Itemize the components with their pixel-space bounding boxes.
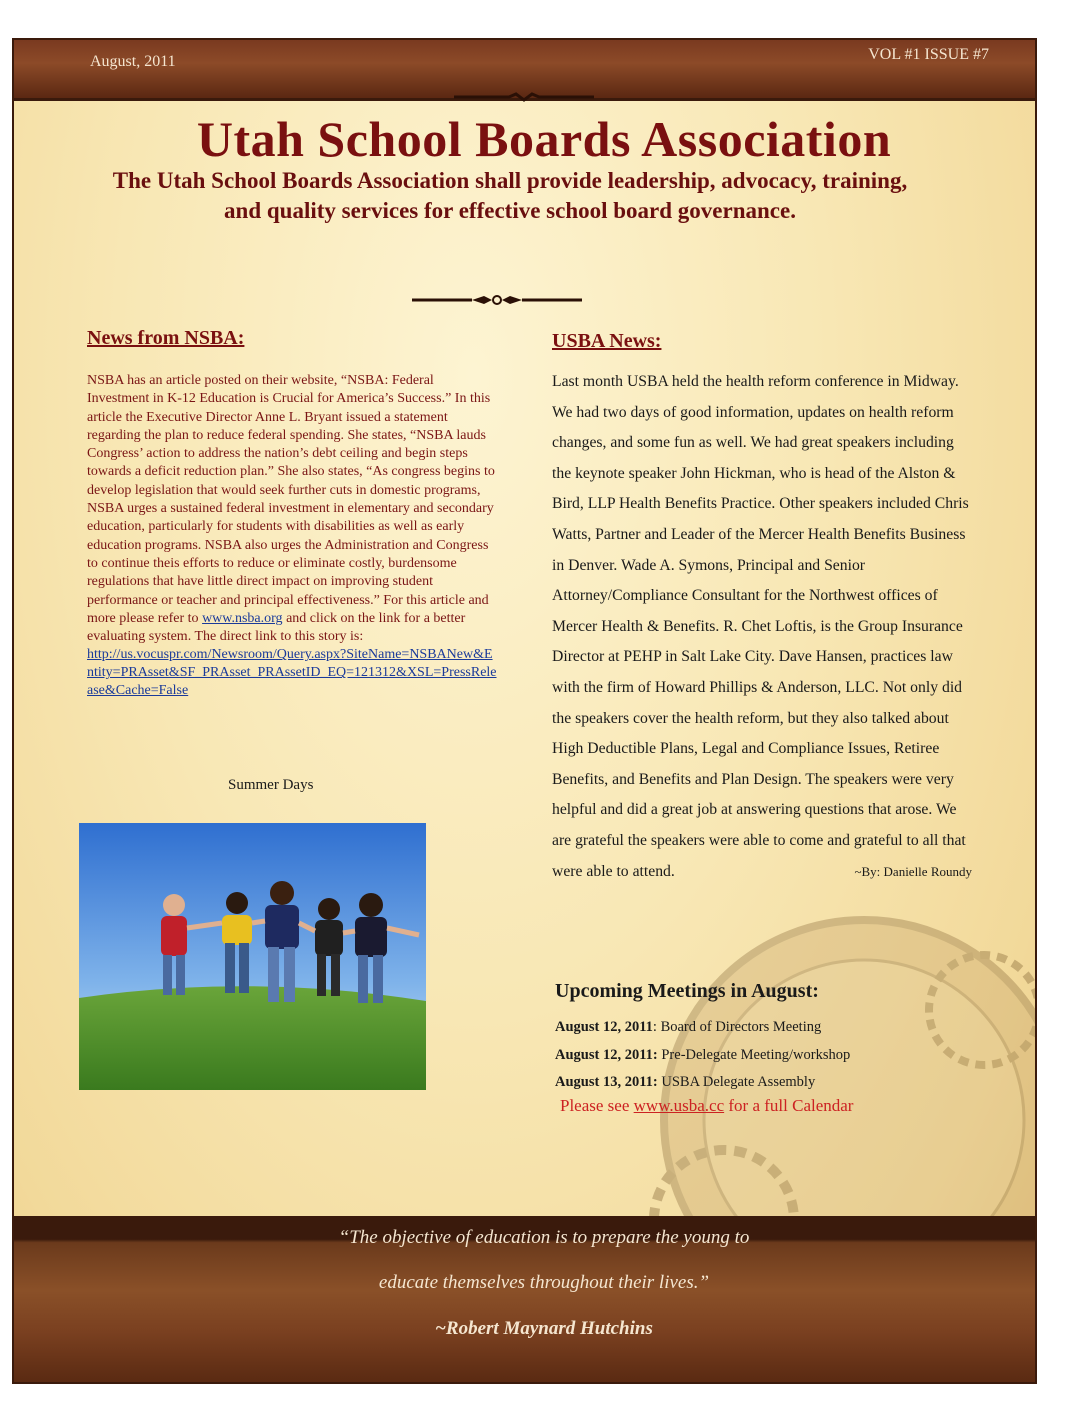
meetings-list (555, 1014, 975, 1097)
meeting-event: Pre-Delegate Meeting/workshop (661, 1046, 851, 1063)
meeting-event: Board of Directors Meeting (660, 1019, 822, 1035)
calendar-suffix: for a full Calendar (724, 1096, 854, 1115)
issue-date: August, 2011 (90, 53, 176, 70)
children-playing-photo (79, 823, 426, 1090)
page-title: Utah School Boards Association (196, 111, 892, 167)
meeting-date: August 12, 2011 (555, 1019, 653, 1035)
meeting-event: USBA Delegate Assembly (661, 1074, 816, 1090)
meeting-item (555, 1014, 975, 1042)
nsba-site-link[interactable]: www.nsba.org (202, 610, 283, 626)
nsba-article (87, 372, 497, 700)
meeting-date: August 12, 2011: (555, 1046, 658, 1063)
meeting-item (555, 1042, 975, 1070)
nsba-news-section (87, 327, 497, 700)
usba-byline: ~By: Danielle Roundy (854, 863, 972, 879)
quote-line-2: educate themselves throughout their lives.” (378, 1272, 710, 1293)
photo-caption: Summer Days (228, 777, 314, 793)
mission-statement: The Utah School Boards Association shall provide leadership, advocacy, training, and quality services for effective school board governance. (112, 168, 908, 223)
calendar-prefix: Please see (560, 1096, 634, 1115)
section-divider-ornament (412, 290, 582, 310)
usba-calendar-link[interactable]: www.usba.cc (633, 1096, 725, 1115)
usba-article-text: Last month USBA held the health reform conference in Midway. We had two days of good information, updates on health reform changes, and some fun as well. We had great speakers including the keynote speaker John Hickman, who is head of the Alston & Bird, LLP Health Benefits Practice. Other speakers included Chris Watts, Partner and Leader of the Mercer Health Benefits Business in Denver. Wade A. Symons, Principal and Senior Attorney/Compliance Consultant for the Northwest offices of Mercer Health & Benefits. R. Chet Loftis, is the Group Insurance Director at PEHP in Salt Lake City. Dave Hansen, practices law with the firm of Howard Phillips & Anderson, LLC. Not only did the speakers cover the health reform, but they also talked about High Deductible Plans, Legal and Compliance Issues, Retiree Benefits, and Benefits and Plan Design. The speakers were very helpful and did a great job at answering questions that arose. We are grateful the speakers were able to come and grateful to all that were able to attend. (552, 373, 969, 880)
usba-heading: USBA News: (552, 330, 662, 352)
issue-volume: VOL #1 ISSUE #7 (868, 46, 989, 63)
quote-author: ~Robert Maynard Hutchins (435, 1318, 653, 1339)
nsba-story-link[interactable]: http://us.vocuspr.com/Newsroom/Query.aspx?SiteName=NSBANew&Entity=PRAsset&SF_PRAsset_PRAssetID_EQ=121312&XSL=PressRelease&Cache=False (87, 647, 497, 699)
header-ornament (454, 92, 594, 102)
nsba-article-text: NSBA has an article posted on their website, “NSBA: Federal Investment in K-12 Education is Crucial for America’s Success.” In this article the Executive Director Anne L. Bryant issued a statement regarding the plan to reduce federal spending. She states, “NSBA lauds Congress’ action to address the nation’s debt ceiling and begin steps towards a deficit reduction plan.” She also states, “As congress begins to develop legislation that would seek further cuts in domestic programs, NSBA urges a sustained federal investment in elementary and secondary education, particularly for students with disabilities as well as early education programs. NSBA also urges the Administration and Congress to continue theis efforts to reduce or eliminate costly, burdensome regulations that have little direct impact on improving student performance or teacher and principal effectiveness.” For this article and more please refer to (87, 373, 495, 626)
usba-article (552, 367, 972, 887)
quote-line-1: “The objective of education is to prepare the young to (338, 1227, 750, 1248)
meeting-separator: : (652, 1019, 661, 1035)
header-bar (14, 40, 1035, 101)
meeting-date: August 13, 2011: (555, 1074, 658, 1090)
meeting-item (555, 1069, 975, 1097)
nsba-article-text-cont: and click on the link for a better evaluating system. The direct link to this story is: (87, 610, 466, 645)
usba-news-section (552, 330, 972, 887)
calendar-note (560, 1096, 853, 1116)
nsba-heading: News from NSBA: (87, 327, 245, 349)
meetings-heading: Upcoming Meetings in August: (555, 980, 819, 1002)
